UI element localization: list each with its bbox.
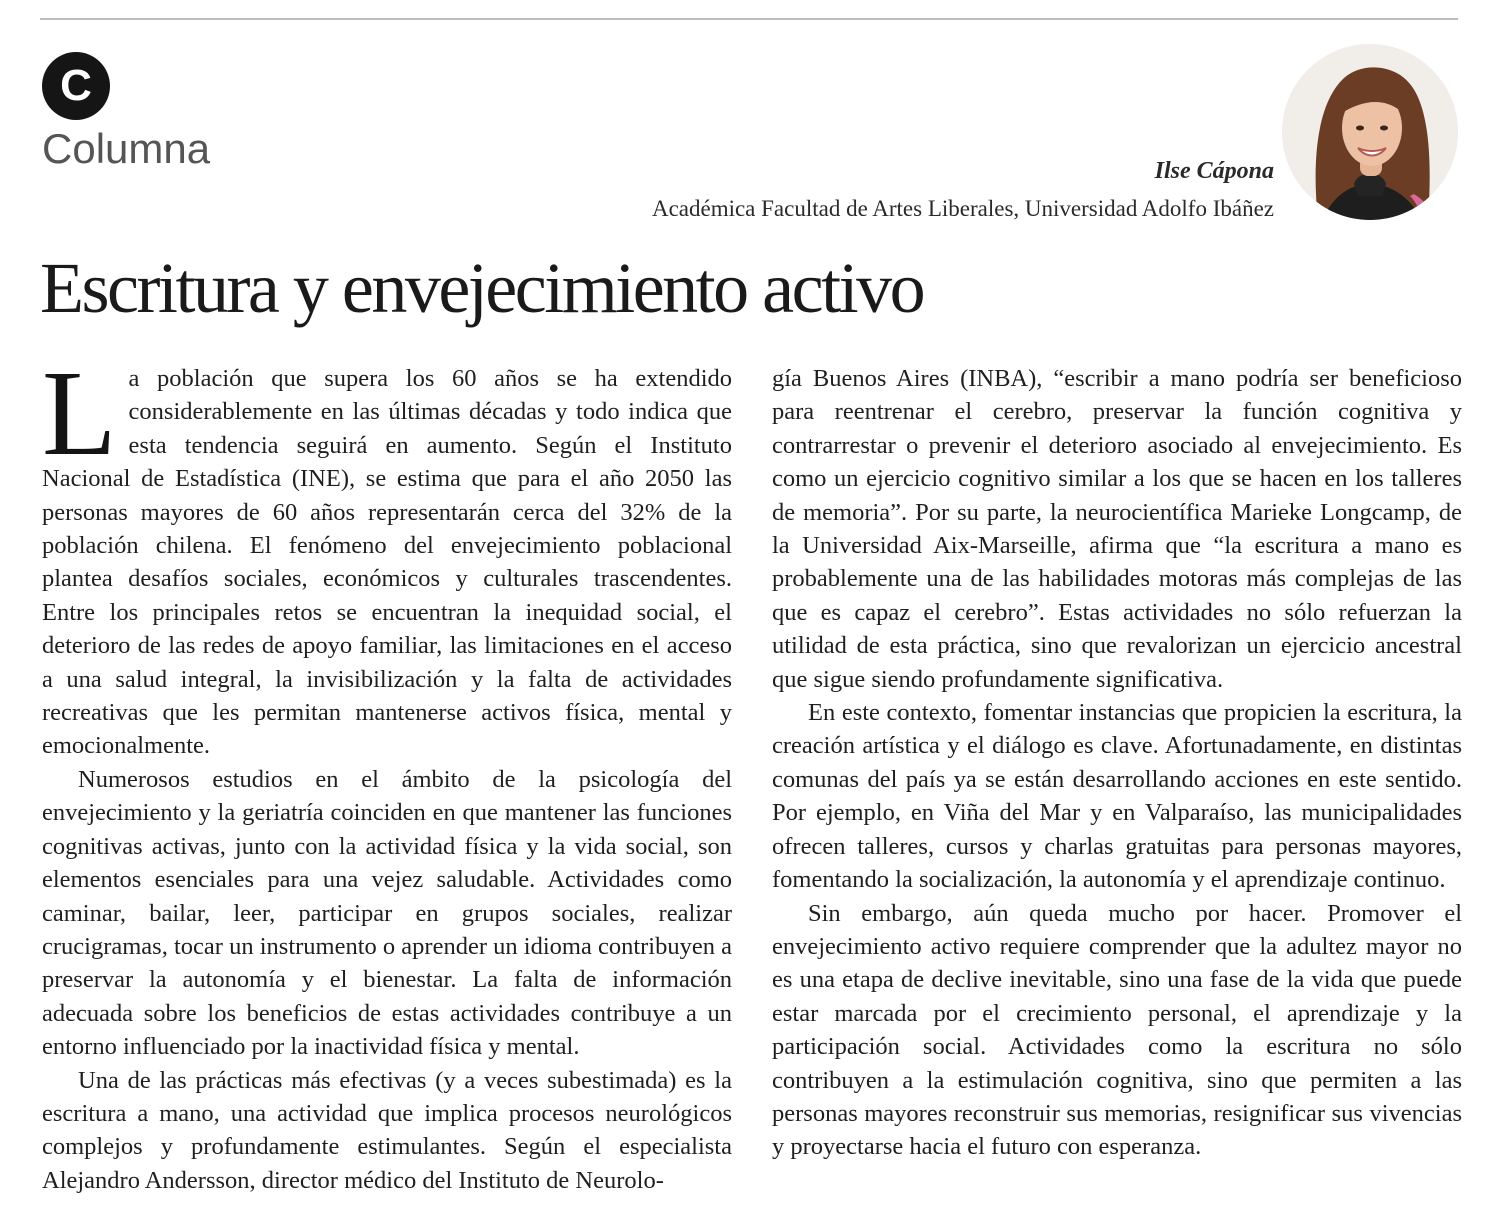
paragraph-5: Sin embargo, aún queda mucho por hacer. Promover el envejecimiento activo requiere comprender que la adultez mayor no es una etapa de declive inevitable, sino una fase de la vida que puede estar marcada por el crecimiento personal, el aprendizaje y la participación social. Actividades como la escritura no sólo contribuyen a la estimulación cognitiva, sino que permiten a las personas mayores reconstruir sus memorias, resignificar sus vivencias y proyectarse hacia el futuro con esperanza. xyxy=(772,899,1462,1161)
drop-cap: L xyxy=(42,346,117,481)
author-affiliation: Académica Facultad de Artes Liberales, Universidad Adolfo Ibáñez xyxy=(651,196,1274,221)
article-column-1 xyxy=(42,346,732,1197)
paragraph-1 xyxy=(42,346,732,763)
paragraph-3-continued: gía Buenos Aires (INBA), “escribir a mano podría ser beneficioso para reentrenar el cerebro, preservar la función cognitiva y contrarrestar o prevenir el deterioro asociado al envejecimiento. Es como un ejercicio cognitivo similar a los que se hacen en los talleres de memoria”. Por su parte, la neurocientífica Marieke Longcamp, de la Universidad Aix-Marseille, afirma que “la escritura a mano es probablemente una de las habilidades motoras más complejas de las que es capaz el cerebro”. Estas actividades no sólo refuerzan la utilidad de esta práctica, sino que revalorizan un ejercicio ancestral que sigue siendo profundamente significativa. xyxy=(772,365,1462,693)
section-badge-icon: C xyxy=(42,52,110,120)
paragraph-3: Una de las prácticas más efectivas (y a veces subestimada) es la escritura a mano, una actividad que implica procesos neurológicos complejos y profundamente estimulantes. Según el especialista Alejandro Andersson, director médico del Instituto de Neurolo- xyxy=(42,1066,732,1194)
paragraph-4: En este contexto, fomentar instancias que propicien la escritura, la creación artística y el diálogo es clave. Afortunadamente, en distintas comunas del país ya se están desarrollando acciones en este sentido. Por ejemplo, en Viña del Mar y en Valparaíso, las municipalidades ofrecen talleres, cursos y charlas gratuitas para personas mayores, fomentando la socialización, la autonomía y el aprendizaje continuo. xyxy=(772,699,1462,894)
section-label: Columna xyxy=(42,125,211,172)
paragraph-2: Numerosos estudios en el ámbito de la psicología del envejecimiento y la geriatría coinciden en que mantener las funciones cognitivas activas, junto con la actividad física y la vida social, son elementos esenciales para una vejez saludable. Actividades como caminar, bailar, leer, participar en grupos sociales, realizar crucigramas, tocar un instrumento o aprender un idioma contribuyen a preservar la autonomía y el bienestar. La falta de información adecuada sobre los beneficios de estas actividades contribuye a un entorno influenciado por la inactividad física y mental. xyxy=(42,765,732,1061)
article-column-2 xyxy=(772,362,1462,1164)
paragraph-1-text: a población que supera los 60 años se ha extendido considerablemente en las últimas décadas y todo indica que esta tendencia seguirá en aumento. Según el Instituto Nacional de Estadística (INE), se estima que para el año 2050 las personas mayores de 60 años representarán cerca del 32% de la población chilena. El fenómeno del envejecimiento poblacional plantea desafíos sociales, económicos y culturales trascendentes. Entre los principales retos se encuentran la inequidad social, el deterioro de las redes de apoyo familiar, las limitaciones en el acceso a una salud integral, la invisibilización y la falta de actividades recreativas que les permitan mantenerse activos física, mental y emocionalmente. xyxy=(42,365,732,760)
top-rule xyxy=(40,18,1458,20)
author-portrait-icon xyxy=(1282,44,1458,220)
author-name: Ilse Cápona xyxy=(1154,158,1274,184)
article-headline: Escritura y envejecimiento activo xyxy=(40,248,924,328)
